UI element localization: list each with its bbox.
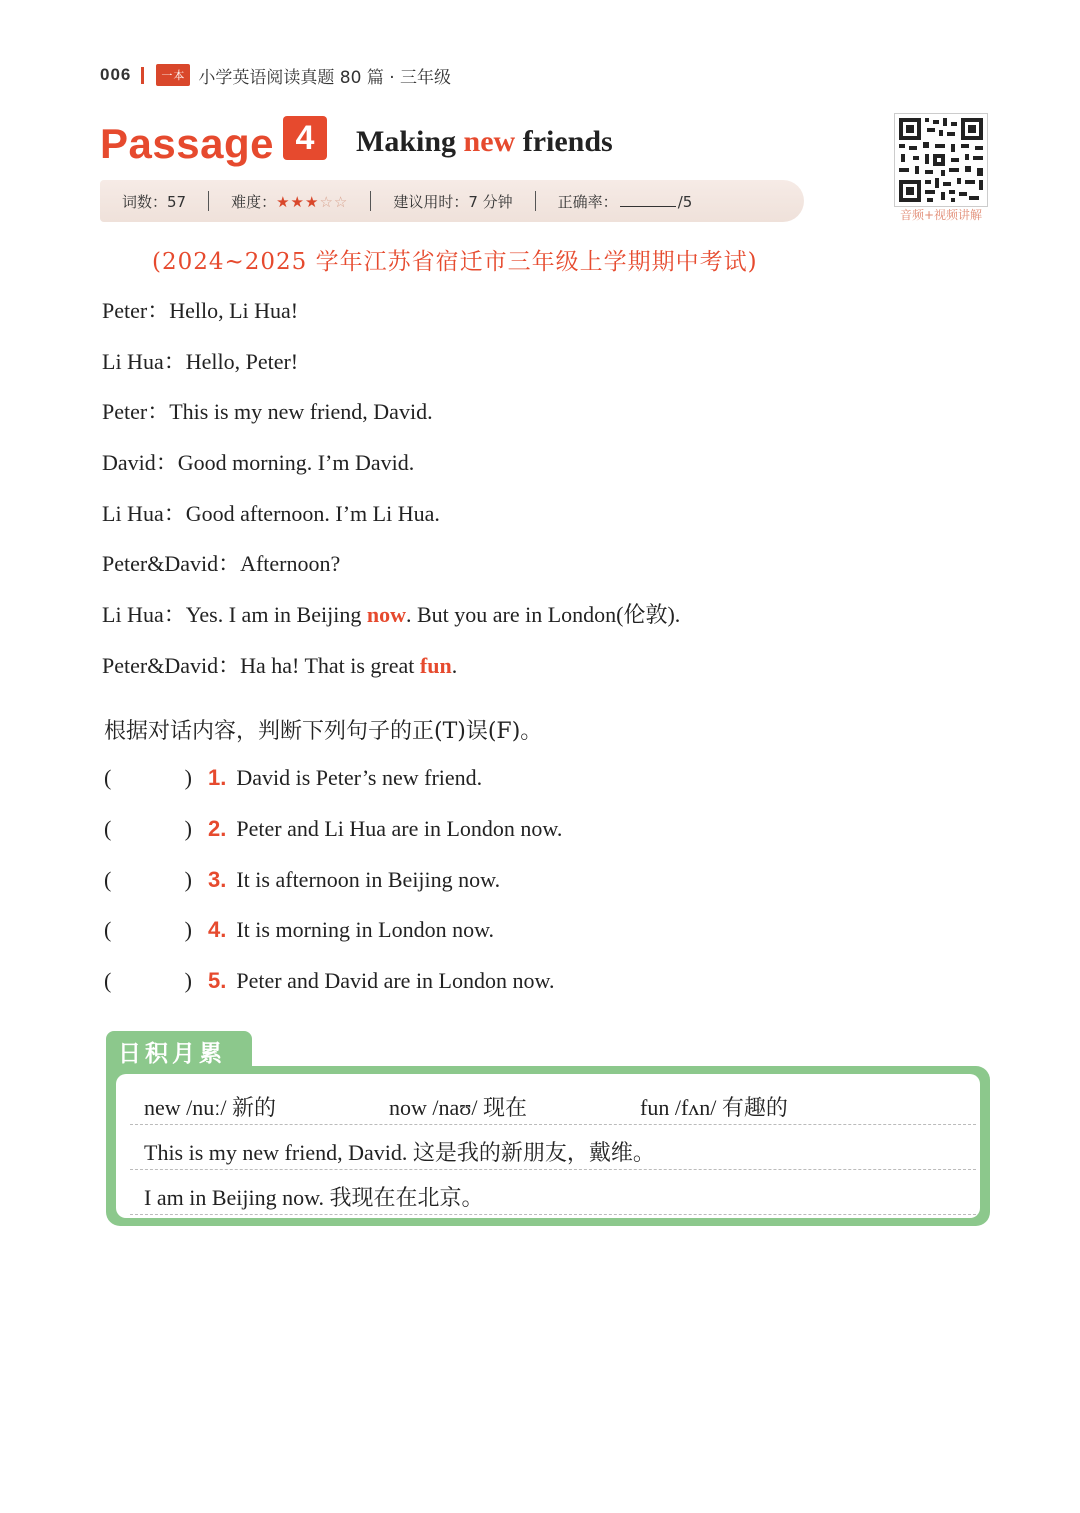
dialogue-line — [102, 499, 680, 550]
dialogue-line — [102, 397, 680, 448]
vocab-sentence: I am in Beijing now. 我现在在北京。 — [130, 1170, 976, 1215]
page-number: 006 — [100, 65, 132, 84]
speaker: Li Hua： — [102, 602, 186, 628]
word-count: 词数：57 — [122, 192, 187, 211]
speaker: Li Hua： — [102, 500, 186, 526]
question-text: It is morning in London now. — [236, 917, 495, 943]
speaker: Peter： — [102, 399, 170, 425]
question-number: 2. — [208, 815, 227, 841]
question-item — [104, 864, 562, 915]
highlight-word: fun — [419, 652, 452, 678]
answer-blank[interactable]: ( ) — [104, 866, 192, 892]
accuracy — [536, 191, 693, 212]
difficulty — [209, 191, 348, 212]
line-text: Good afternoon. I’m Li Hua. — [185, 500, 440, 526]
vocabulary-list — [130, 1080, 976, 1215]
answer-blank[interactable]: ( ) — [104, 917, 192, 943]
accuracy-total: /5 — [677, 192, 693, 211]
line-text: Ha ha! That is great — [240, 652, 420, 678]
title-highlight: new — [463, 125, 516, 158]
line-text: Hello, Li Hua! — [169, 298, 299, 323]
line-text: . — [451, 652, 458, 678]
passage-label: Passage — [100, 120, 274, 167]
question-text: Peter and David are in London now. — [236, 968, 555, 994]
title-text-2: friends — [522, 125, 613, 158]
header-divider — [141, 67, 144, 84]
dialogue — [102, 296, 680, 702]
dialogue-line — [102, 448, 680, 499]
question-number: 5. — [208, 968, 227, 994]
line-text: Good morning. I’m David. — [177, 450, 415, 476]
speaker: David： — [102, 450, 178, 476]
info-bar — [100, 180, 804, 222]
line-text: This is my new friend, David. — [169, 399, 433, 425]
vocab-sentence: This is my new friend, David. 这是我的新朋友，戴维。 — [130, 1125, 976, 1170]
question-item — [104, 762, 562, 813]
question-list — [104, 762, 562, 1016]
question-text: David is Peter’s new friend. — [236, 765, 483, 790]
accumulation-tab: 日积月累 — [106, 1031, 252, 1071]
qr-code-icon[interactable] — [894, 113, 988, 207]
answer-blank[interactable]: ( ) — [104, 815, 192, 841]
dialogue-line — [102, 651, 680, 702]
answer-blank[interactable]: ( ) — [104, 968, 192, 994]
suggested-time: 建议用时：7 分钟 — [393, 192, 513, 211]
title-text-1: Making — [356, 125, 457, 158]
star-empty-icon: ☆☆ — [319, 192, 349, 211]
question-item — [104, 965, 562, 1016]
dialogue-line — [102, 549, 680, 600]
dialogue-line — [102, 600, 680, 651]
question-instruction: 根据对话内容，判断下列句子的正(T)误(F)。 — [104, 719, 543, 744]
question-number: 1. — [208, 765, 227, 790]
vocab-word: new /nuː/ 新的 — [144, 1095, 276, 1120]
question-item — [104, 813, 562, 864]
passage-number-badge: 4 — [283, 116, 327, 160]
question-item — [104, 914, 562, 965]
accuracy-blank[interactable] — [620, 194, 676, 207]
line-text: . But you are in London(伦敦). — [405, 602, 681, 628]
speaker: Peter&David： — [102, 551, 241, 577]
line-text: Afternoon? — [240, 551, 341, 577]
line-text: Yes. I am in Beijing — [185, 602, 367, 628]
page-header — [100, 62, 451, 88]
question-number: 3. — [208, 866, 227, 892]
dialogue-line — [102, 296, 680, 347]
difficulty-stars-icon — [276, 193, 348, 211]
star-filled-icon: ★★★ — [276, 192, 320, 211]
speaker: Li Hua： — [102, 348, 186, 374]
highlight-word: now — [366, 602, 406, 628]
question-text: Peter and Li Hua are in London now. — [236, 815, 563, 841]
speaker: Peter： — [102, 298, 170, 323]
vocab-word: now /naʊ/ 现在 — [389, 1095, 527, 1120]
line-text: Hello, Peter! — [185, 348, 299, 374]
question-number: 4. — [208, 917, 227, 943]
publisher-logo: 一本 — [156, 64, 190, 86]
book-title: 小学英语阅读真题 80 篇 · 三年级 — [198, 67, 452, 88]
accuracy-label: 正确率： — [557, 192, 618, 211]
exam-source: (2024~2025 学年江苏省宿迁市三年级上学期期中考试) — [152, 249, 758, 275]
qr-label: 音频+视频讲解 — [899, 208, 983, 222]
difficulty-label: 难度： — [231, 192, 277, 211]
question-text: It is afternoon in Beijing now. — [236, 866, 501, 892]
speaker: Peter&David： — [102, 652, 241, 678]
dialogue-line — [102, 347, 680, 398]
vocab-words-row — [130, 1080, 976, 1125]
answer-blank[interactable]: ( ) — [104, 765, 192, 790]
vocab-word: fun /fʌn/ 有趣的 — [640, 1095, 788, 1120]
passage-title — [356, 125, 613, 159]
